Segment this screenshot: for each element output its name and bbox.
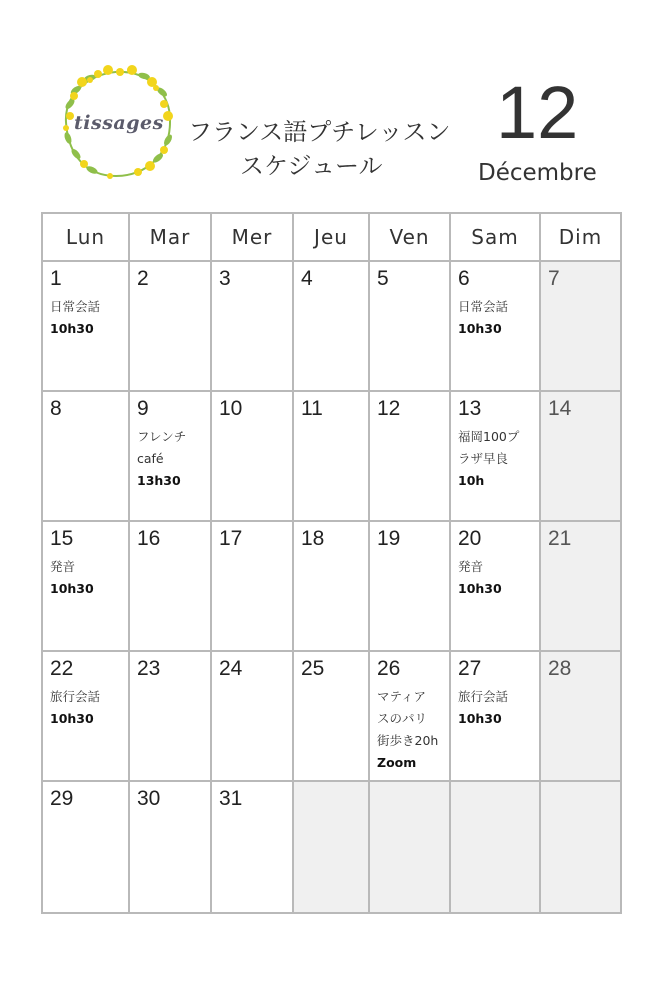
day-number: 6 <box>458 267 470 290</box>
empty-day-cell <box>294 782 370 912</box>
day-cell <box>43 522 130 652</box>
day-cell <box>130 522 212 652</box>
day-cell <box>451 522 541 652</box>
calendar-grid <box>41 212 622 914</box>
day-number: 30 <box>137 787 161 810</box>
day-cell <box>212 392 294 522</box>
weekday-header: Mar <box>130 214 212 262</box>
lesson-time: 10h30 <box>50 711 94 726</box>
lesson-time: Zoom <box>377 755 417 770</box>
day-number: 27 <box>458 657 482 680</box>
day-number: 23 <box>137 657 161 680</box>
day-cell <box>294 262 370 392</box>
day-number: 31 <box>219 787 243 810</box>
day-cell <box>541 262 620 392</box>
day-number: 20 <box>458 527 482 550</box>
lesson-title: 日常会話 <box>50 299 101 314</box>
weekday-header: Mer <box>212 214 294 262</box>
month-name: Décembre <box>478 160 597 186</box>
day-cell <box>294 652 370 782</box>
lesson-time: 13h30 <box>137 473 181 488</box>
day-cell <box>212 782 294 912</box>
weekday-header: Dim <box>541 214 620 262</box>
day-number: 2 <box>137 267 149 290</box>
day-cell <box>43 262 130 392</box>
day-number: 12 <box>377 397 401 420</box>
day-number: 15 <box>50 527 74 550</box>
day-number: 13 <box>458 397 482 420</box>
empty-day-cell <box>451 782 541 912</box>
day-cell <box>541 392 620 522</box>
day-cell <box>43 782 130 912</box>
day-cell <box>370 392 451 522</box>
lesson-title: マティア スのパリ 街歩き20h <box>377 689 439 748</box>
day-number: 29 <box>50 787 74 810</box>
day-cell <box>43 652 130 782</box>
lesson-time: 10h30 <box>458 581 502 596</box>
page-title-line1: フランス語プチレッスン <box>188 118 451 146</box>
day-number: 16 <box>137 527 161 550</box>
day-number: 3 <box>219 267 231 290</box>
month-number: 12 <box>496 71 579 154</box>
day-cell <box>294 392 370 522</box>
day-number: 10 <box>219 397 243 420</box>
weekday-header: Ven <box>370 214 451 262</box>
lesson-title: 福岡100プ ラザ早良 <box>458 429 520 466</box>
weekday-header: Sam <box>451 214 541 262</box>
day-cell <box>212 262 294 392</box>
day-number: 4 <box>301 267 313 290</box>
day-number: 22 <box>50 657 74 680</box>
lesson-time: 10h30 <box>50 321 94 336</box>
day-number: 11 <box>301 397 323 420</box>
lesson-title: 発音 <box>50 559 76 574</box>
empty-day-cell <box>541 782 620 912</box>
day-number: 9 <box>137 397 149 420</box>
day-cell <box>130 652 212 782</box>
lesson-title: 旅行会話 <box>50 689 101 704</box>
day-cell <box>130 262 212 392</box>
lesson-title: 旅行会話 <box>458 689 509 704</box>
day-number: 24 <box>219 657 243 680</box>
lesson-time: 10h30 <box>458 711 502 726</box>
weekday-header: Jeu <box>294 214 370 262</box>
empty-day-cell <box>370 782 451 912</box>
day-cell <box>130 782 212 912</box>
day-cell <box>370 522 451 652</box>
day-number: 1 <box>50 267 62 290</box>
lesson-time: 10h <box>458 473 485 488</box>
day-cell <box>212 522 294 652</box>
day-cell <box>451 392 541 522</box>
day-cell <box>370 652 451 782</box>
day-number: 26 <box>377 657 401 680</box>
lesson-title: 日常会話 <box>458 299 509 314</box>
day-number: 17 <box>219 527 243 550</box>
lesson-title: 発音 <box>458 559 484 574</box>
lesson-time: 10h30 <box>458 321 502 336</box>
lesson-time: 10h30 <box>50 581 94 596</box>
day-number: 18 <box>301 527 325 550</box>
day-number: 5 <box>377 267 389 290</box>
day-cell <box>541 652 620 782</box>
day-number: 28 <box>548 657 572 680</box>
logo-text: tissages <box>74 112 164 134</box>
day-number: 19 <box>377 527 401 550</box>
day-cell <box>212 652 294 782</box>
day-cell <box>451 262 541 392</box>
day-number: 14 <box>548 397 572 420</box>
day-cell <box>43 392 130 522</box>
day-number: 8 <box>50 397 62 420</box>
day-cell <box>451 652 541 782</box>
day-number: 7 <box>548 267 560 290</box>
day-cell <box>130 392 212 522</box>
day-cell <box>370 262 451 392</box>
day-cell <box>541 522 620 652</box>
day-number: 25 <box>301 657 325 680</box>
page-title-line2: スケジュール <box>240 152 383 180</box>
day-cell <box>294 522 370 652</box>
day-number: 21 <box>548 527 572 550</box>
weekday-header: Lun <box>43 214 130 262</box>
lesson-title: フレンチ café <box>137 429 187 466</box>
